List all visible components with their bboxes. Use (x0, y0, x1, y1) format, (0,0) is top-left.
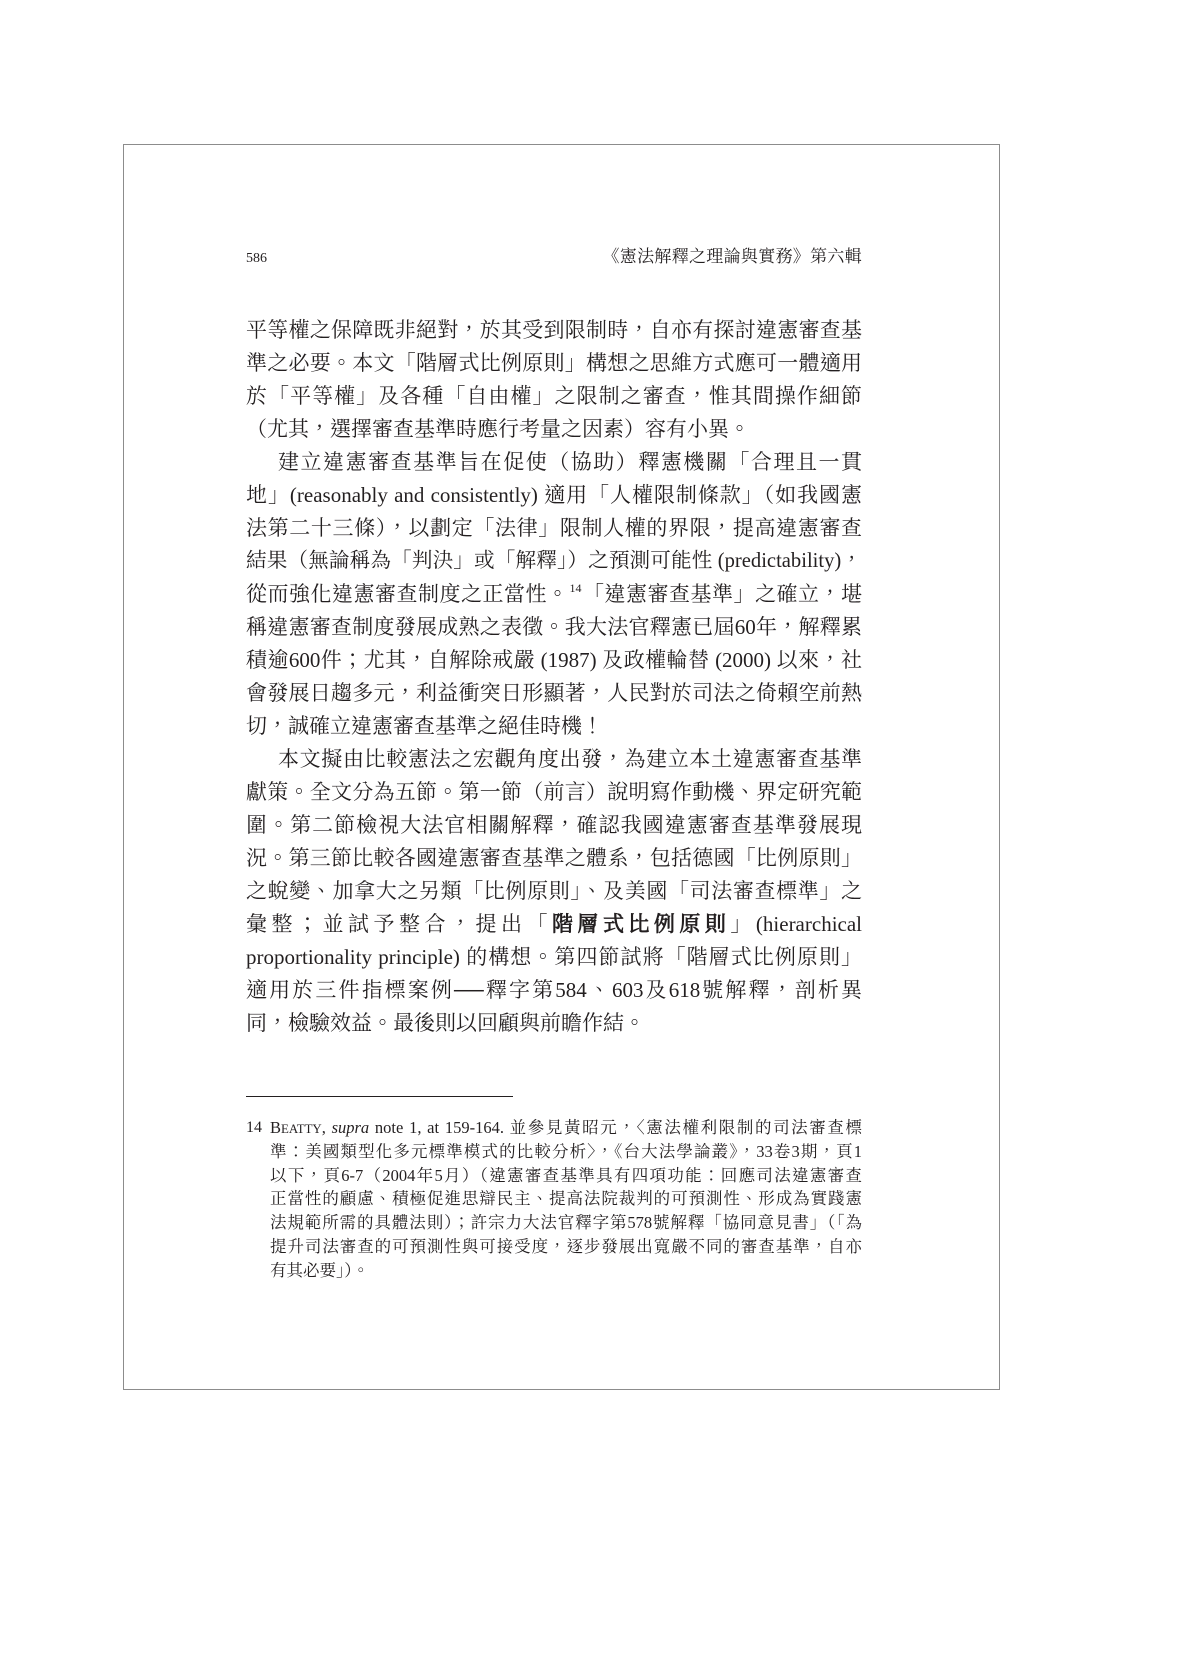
body-line: 同，檢驗效益。最後則以回顧與前瞻作結。 (246, 1011, 645, 1036)
body-line: 結果（無論稱為「判決」或「解釋」）之預測可能性 (predictability)， (246, 549, 862, 572)
body-line: 建立違憲審查基準旨在促使（協助）釋憲機關「合理且一貫 (278, 449, 862, 474)
paragraph-3 (246, 743, 862, 1040)
body-line: 稱違憲審查制度發展成熟之表徵。我大法官釋憲已屆60年，解釋累 (246, 614, 862, 639)
body-line: 積逾600件；尤其，自解除戒嚴 (1987) 及政權輪替 (2000) 以來，社 (246, 647, 862, 672)
body-line: 法第二十三條），以劃定「法律」限制人權的界限，提高違憲審查 (246, 515, 862, 540)
body-line: 適用於三件指標案例──釋字第584、603及618號解釋，剖析異 (246, 978, 862, 1003)
body-text (246, 314, 862, 1041)
footnote-14 (246, 1116, 863, 1283)
footnote-line: 提升司法審查的可預測性與可接受度，逐步發展出寬嚴不同的審查基準，自亦 (270, 1236, 862, 1256)
footnote-line: 準：美國類型化多元標準模式的比較分析〉，《台大法學論叢》，33卷3期，頁1 (270, 1141, 862, 1161)
body-line: 圍。第二節檢視大法官相關解釋，確認我國違憲審查基準發展現 (246, 813, 862, 838)
page-number: 586 (246, 251, 267, 266)
body-line: 會發展日趨多元，利益衝突日形顯著，人民對於司法之倚賴空前熱 (246, 681, 862, 706)
footnote-reference: 14 (569, 581, 582, 596)
footnote-line: 法規範所需的具體法則）；許宗力大法官釋字第578號解釋「協同意見書」（「為 (270, 1213, 862, 1233)
footnote-text: , (321, 1118, 332, 1137)
body-line: 地」(reasonably and consistently) 適用「人權限制條款」（如我國憲 (246, 482, 862, 507)
running-header (246, 246, 862, 270)
body-line: 況。第三節比較各國違憲審查基準之體系，包括德國「比例原則」 (246, 846, 862, 871)
emphasized-term: 階層式比例原則 (551, 912, 731, 937)
body-line: 本文擬由比較憲法之宏觀角度出發，為建立本土違憲審查基準 (278, 747, 862, 772)
body-line (246, 908, 862, 941)
footnote-number: 14 (246, 1119, 262, 1136)
footnote-line: 有其必要」）。 (270, 1260, 369, 1280)
body-line: 平等權之保障既非絕對，於其受到限制時，自亦有探討違憲審查基 (246, 317, 862, 342)
body-line: 準之必要。本文「階層式比例原則」構想之思維方式應可一體適用 (246, 350, 862, 375)
body-line: 之蛻變、加拿大之另類「比例原則」、及美國「司法審查標準」之 (246, 879, 862, 904)
body-line: （尤其，選擇審查基準時應行考量之因素）容有小異。 (246, 416, 750, 441)
line-text: 彙整；並試予整合，提出「 (246, 912, 552, 937)
body-line: 切，誠確立違憲審查基準之絕佳時機！ (246, 714, 603, 739)
footnote-line: 以下，頁6-7（2004年5月）（違憲審查基準具有四項功能：回應司法違憲審查 (270, 1165, 862, 1185)
body-line: 於「平等權」及各種「自由權」之限制之審查，惟其間操作細節 (246, 383, 862, 408)
line-text: 從而強化違憲審查制度之正當性。 (246, 581, 569, 606)
line-text: 」(hierarchical (730, 912, 863, 937)
footnote-text: note 1, at 159-164. 並參見黃昭元，〈憲法權利限制的司法審查標 (369, 1118, 863, 1137)
line-text: 「違憲審查基準」之確立，堪 (582, 581, 862, 606)
book-title: 《憲法解釋之理論與實務》第六輯 (602, 247, 862, 266)
footnote-line (246, 1116, 863, 1140)
body-line: proportionality principle) 的構想。第四節試將「階層式比例原則」 (246, 945, 862, 970)
body-line: 獻策。全文分為五節。第一節（前言）說明寫作動機、界定研究範 (246, 780, 862, 805)
cited-author: BEATTY (270, 1118, 322, 1137)
citation-signal: supra (331, 1118, 370, 1137)
body-line (246, 578, 862, 611)
paragraph-2 (246, 446, 862, 743)
paragraph-1 (246, 314, 862, 446)
footnote-line: 正當性的顧慮、積極促進思辯民主、提高法院裁判的可預測性、形成為實踐憲 (270, 1189, 862, 1209)
footnote-separator (246, 1096, 513, 1097)
